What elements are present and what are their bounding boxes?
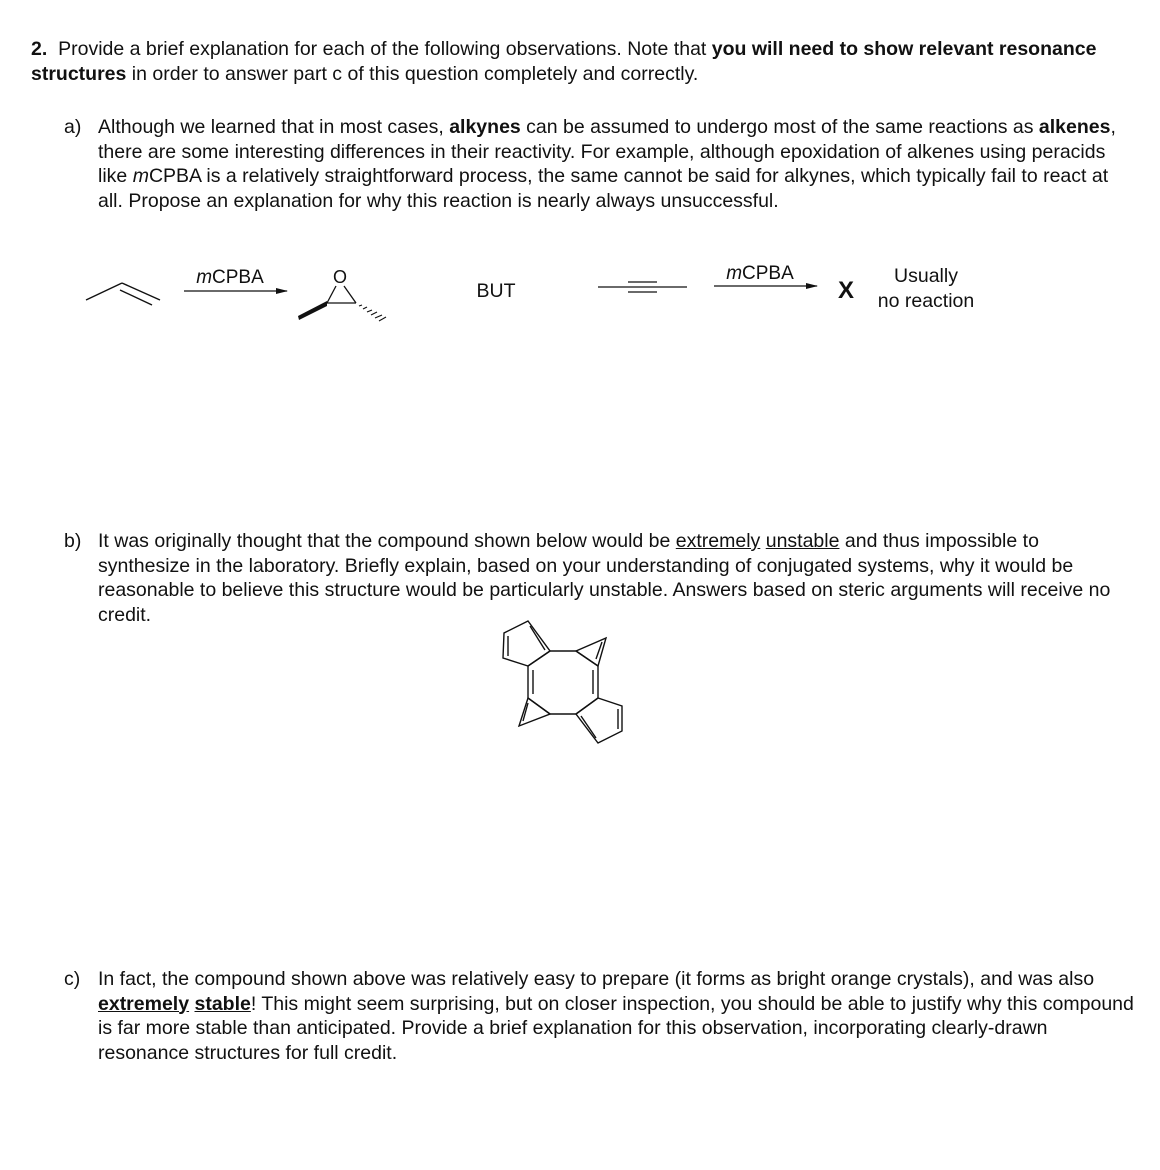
reaction-arrow-2 <box>714 263 817 286</box>
epoxide-structure <box>298 267 386 321</box>
q2-intro-text-1: Provide a brief explanation for each of the following observations. Note that <box>58 38 712 60</box>
no-reaction-x-mark: X <box>837 277 855 304</box>
but-label: BUT <box>476 280 516 302</box>
question-number: 2. <box>31 38 48 60</box>
no-reaction-label: no reaction <box>877 290 975 312</box>
extremely-underlined: extremely <box>675 530 761 552</box>
fused-ring-compound <box>503 621 622 743</box>
q2-intro-text-2: in order to answer part c of this question completely and correctly. <box>126 62 699 85</box>
part-a-text: Although we learned that in most cases, alkynes can be assumed to undergo most of the same reactions as alkenes, there are some interesting differences in their reactivity. For example, although epoxidation of alkenes using peracids like mCPBA is a relatively straightforward process, the same cannot be said for alkynes, which typically fail to react at all. Propose an explanation for why this reaction is nearly always unsuccessful. <box>98 116 1116 212</box>
unstable-underlined: unstable <box>765 530 840 552</box>
part-c-label: c) <box>64 968 81 990</box>
part-b-label: b) <box>64 530 82 552</box>
alkene-structure <box>86 283 160 305</box>
usually-label: Usually <box>894 265 958 287</box>
reaction-arrow-1 <box>184 267 287 291</box>
q2-bold-instruction: you will need to show relevant resonance structures <box>31 38 1097 85</box>
svg-text:mCPBA: mCPBA <box>726 263 794 284</box>
extremely-bold-underlined: extremely <box>98 992 190 1015</box>
alkenes-bold: alkenes <box>1038 116 1111 138</box>
part-b-text: It was originally thought that the compound shown below would be extremely unstable and thus impossible to synthesize in the laboratory. Briefly explain, based on your understanding of conjugated systems, why it would be reasonable to believe this structure would be particularly unstable. Answers based on steric arguments will receive no credit. <box>98 530 1111 626</box>
stable-bold-underlined: stable <box>194 992 251 1015</box>
alkyne-structure <box>598 282 687 292</box>
part-a-label: a) <box>64 116 82 138</box>
svg-text:mCPBA: mCPBA <box>196 267 264 288</box>
alkynes-bold: alkynes <box>449 116 521 138</box>
oxygen-atom-label: O <box>332 267 348 287</box>
part-c-text: In fact, the compound shown above was relatively easy to prepare (it forms as bright orange crystals), and was also extremely stable! This might seem surprising, but on closer inspection, you should be able to justify why this compound is far more stable than anticipated. Provide a brief explanation for this observation, incorporating clearly-drawn resonance structures for full credit. <box>98 968 1134 1064</box>
